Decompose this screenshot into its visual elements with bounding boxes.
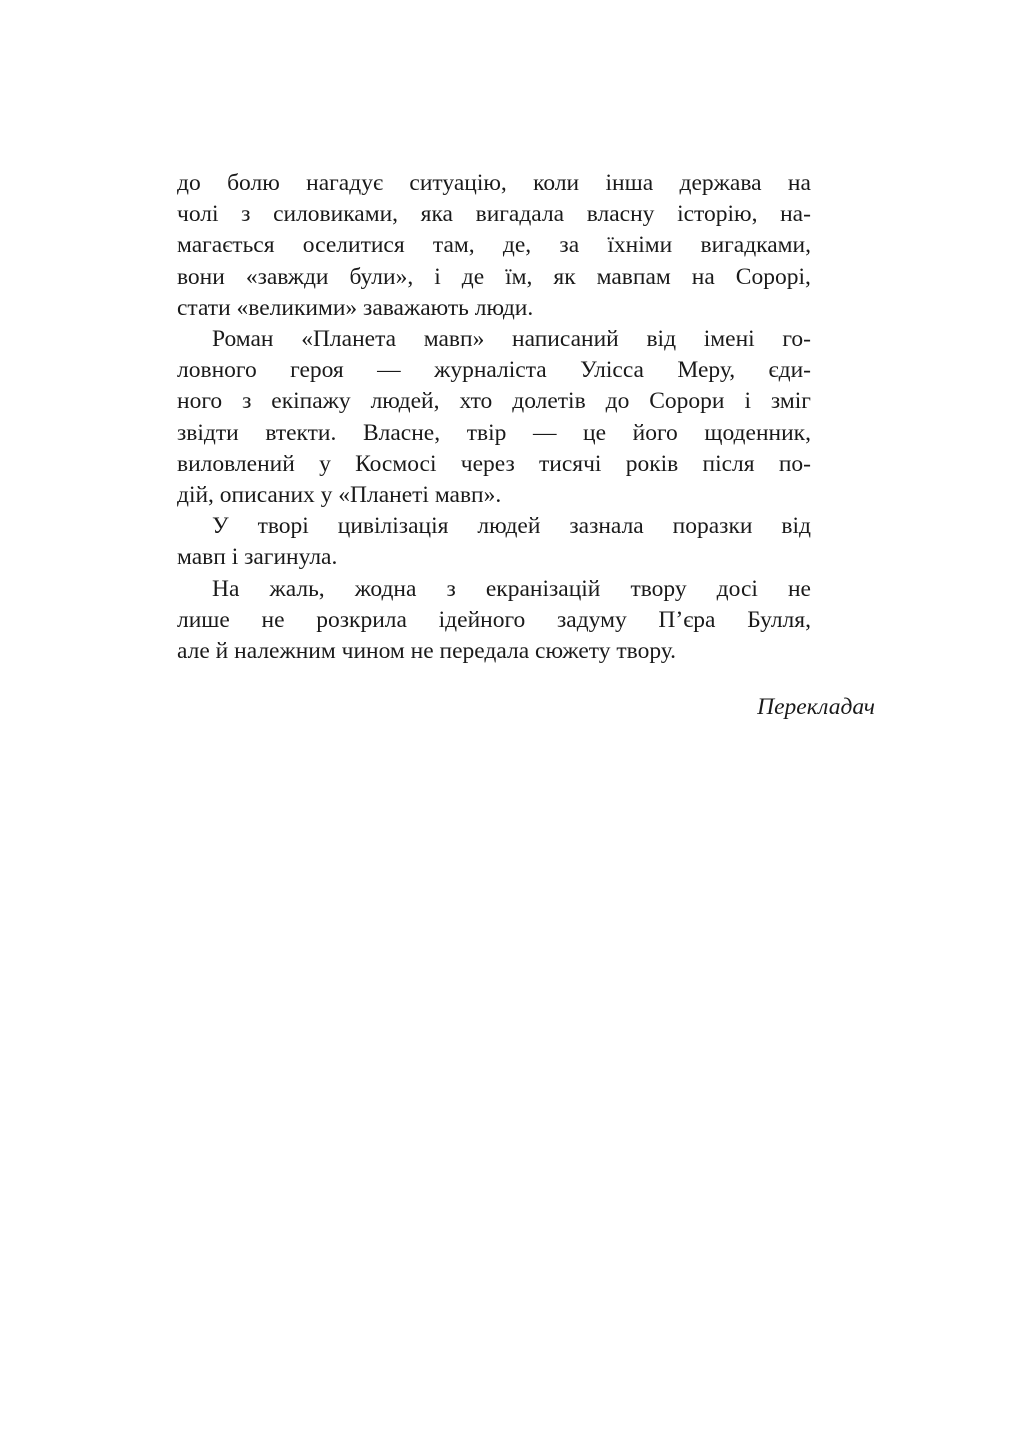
word: власну	[586, 201, 655, 228]
word: го-	[782, 326, 811, 353]
word: їм,	[505, 263, 533, 290]
word: у	[319, 450, 331, 477]
paragraph	[177, 168, 811, 324]
word: з	[446, 575, 456, 602]
text-line: дій, описаних у «Планеті мавп».	[177, 482, 502, 509]
word: втекти.	[265, 419, 337, 446]
word: інша	[605, 170, 654, 196]
word: Космосі	[355, 450, 437, 477]
word: тисячі	[539, 450, 602, 477]
word: досі	[716, 575, 758, 602]
word: журналіста	[434, 357, 547, 384]
text-line: стати «великими» заважають люди.	[177, 294, 534, 321]
word: ситуацію,	[409, 170, 507, 196]
word: екранізацій	[485, 575, 601, 602]
word: «Планета	[301, 326, 397, 353]
word: на	[787, 170, 811, 196]
word: мавпам	[596, 263, 671, 290]
word: його	[632, 419, 678, 446]
word: від	[646, 326, 677, 353]
word: з	[242, 388, 252, 415]
word: Улісса	[580, 357, 644, 384]
word: Сорорі,	[735, 263, 811, 290]
text-line	[177, 199, 811, 230]
text-line: мавп і загинула.	[177, 544, 338, 571]
word: після	[702, 450, 755, 477]
word: яка	[420, 201, 453, 228]
word: це	[583, 419, 607, 446]
word: мавп»	[423, 326, 485, 353]
word: історію,	[677, 201, 758, 228]
word: через	[460, 450, 515, 477]
word: зазнала	[569, 513, 644, 540]
word: за	[559, 232, 580, 259]
text-line	[177, 418, 811, 449]
word: болю	[227, 170, 280, 196]
word: імені	[703, 326, 755, 353]
word: зміг	[770, 388, 811, 415]
word: як	[553, 263, 576, 290]
word: хто	[459, 388, 493, 415]
word: твір	[466, 419, 507, 446]
word: щоденник,	[704, 419, 811, 446]
text-line: але й належним чином не передала сюжету твору.	[177, 638, 677, 665]
text-line	[177, 324, 811, 355]
word: У	[212, 513, 229, 540]
word: Сорори	[649, 388, 725, 415]
word: —	[532, 419, 557, 446]
word: —	[377, 357, 401, 384]
word: на	[691, 263, 715, 290]
word: з	[241, 201, 251, 228]
word: магається	[177, 232, 275, 259]
body-text-column	[177, 168, 811, 667]
word: до	[177, 170, 201, 196]
word: вигадками,	[700, 232, 811, 259]
word: держава	[679, 170, 762, 196]
word: жаль,	[269, 575, 325, 602]
word: цивілізація	[337, 513, 449, 540]
word: де,	[502, 232, 532, 259]
word: поразки	[672, 513, 753, 540]
word: людей,	[370, 388, 440, 415]
word: до	[605, 388, 630, 415]
word: жодна	[354, 575, 417, 602]
word: Роман	[212, 326, 274, 353]
word: там,	[432, 232, 475, 259]
word: вони	[177, 263, 225, 290]
text-line	[177, 355, 811, 386]
word: твору	[630, 575, 687, 602]
word: силовиками,	[273, 201, 399, 228]
word: від	[781, 513, 811, 540]
text-line	[177, 230, 811, 261]
word: коли	[533, 170, 580, 196]
text-line	[177, 605, 811, 636]
word: долетів	[512, 388, 586, 415]
text-line	[177, 511, 811, 542]
paragraph	[177, 511, 811, 573]
word: вигадала	[475, 201, 565, 228]
word: і	[434, 263, 441, 290]
word: На	[212, 575, 240, 602]
word: задуму	[556, 606, 627, 633]
word: звідти	[177, 419, 239, 446]
word: чолі	[177, 201, 219, 228]
word: років	[625, 450, 679, 477]
word: оселитися	[302, 232, 405, 259]
paragraph	[177, 574, 811, 668]
word: творі	[257, 513, 309, 540]
word: ного	[177, 388, 223, 415]
word: не	[261, 606, 285, 633]
paragraph	[177, 324, 811, 511]
word: «завжди	[245, 263, 329, 290]
word: написаний	[512, 326, 619, 353]
word: Власне,	[362, 419, 441, 446]
word: екіпажу	[271, 388, 351, 415]
word: лише	[177, 606, 230, 633]
word: їхніми	[607, 232, 673, 259]
word: по-	[778, 450, 811, 477]
word: були»,	[349, 263, 414, 290]
text-line	[177, 262, 811, 293]
word: Меру,	[677, 357, 736, 384]
word: нагадує	[306, 170, 384, 196]
word: ідейного	[438, 606, 526, 633]
word: не	[787, 575, 811, 602]
word: П’єра	[658, 606, 716, 633]
text-line	[177, 574, 811, 605]
word: людей	[477, 513, 541, 540]
translator-signature: Перекладач	[757, 694, 875, 720]
word: ловного	[177, 357, 257, 384]
word: розкрила	[316, 606, 407, 633]
text-line	[177, 449, 811, 480]
word: єди-	[768, 357, 811, 384]
word: на-	[780, 201, 811, 228]
word: виловлений	[177, 450, 295, 477]
text-line	[177, 386, 811, 417]
word: і	[744, 388, 751, 415]
text-line	[177, 168, 811, 199]
word: де	[461, 263, 485, 290]
word: Булля,	[747, 606, 811, 633]
word: героя	[290, 357, 344, 384]
